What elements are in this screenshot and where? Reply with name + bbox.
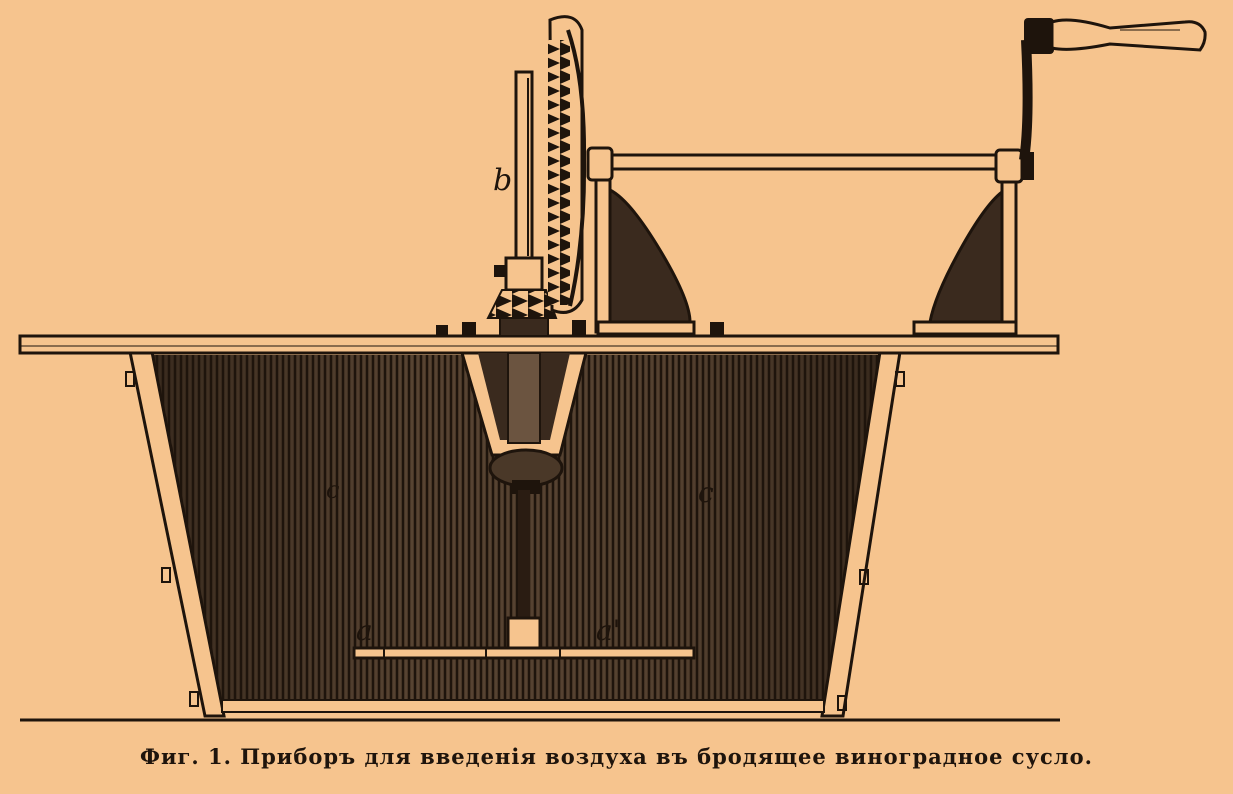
left-bracket (596, 180, 694, 334)
label-c-right: c (698, 476, 714, 509)
label-a-prime: a' (596, 614, 621, 647)
bevel-gear (488, 290, 556, 318)
crank-handle (1024, 18, 1205, 160)
table-board (20, 336, 1058, 353)
crank-shaft (588, 148, 1034, 182)
figure-caption: Фиг. 1. Приборъ для введенія воздуха въ бродящее виноградное сусло. (140, 744, 1093, 769)
gear-wheel (548, 17, 584, 313)
right-bracket (914, 182, 1016, 334)
stirring-arm (354, 648, 694, 658)
tub-bottom (222, 700, 824, 712)
label-c-left: c (326, 476, 340, 504)
label-b: b (493, 163, 513, 198)
label-a: a (356, 614, 373, 647)
